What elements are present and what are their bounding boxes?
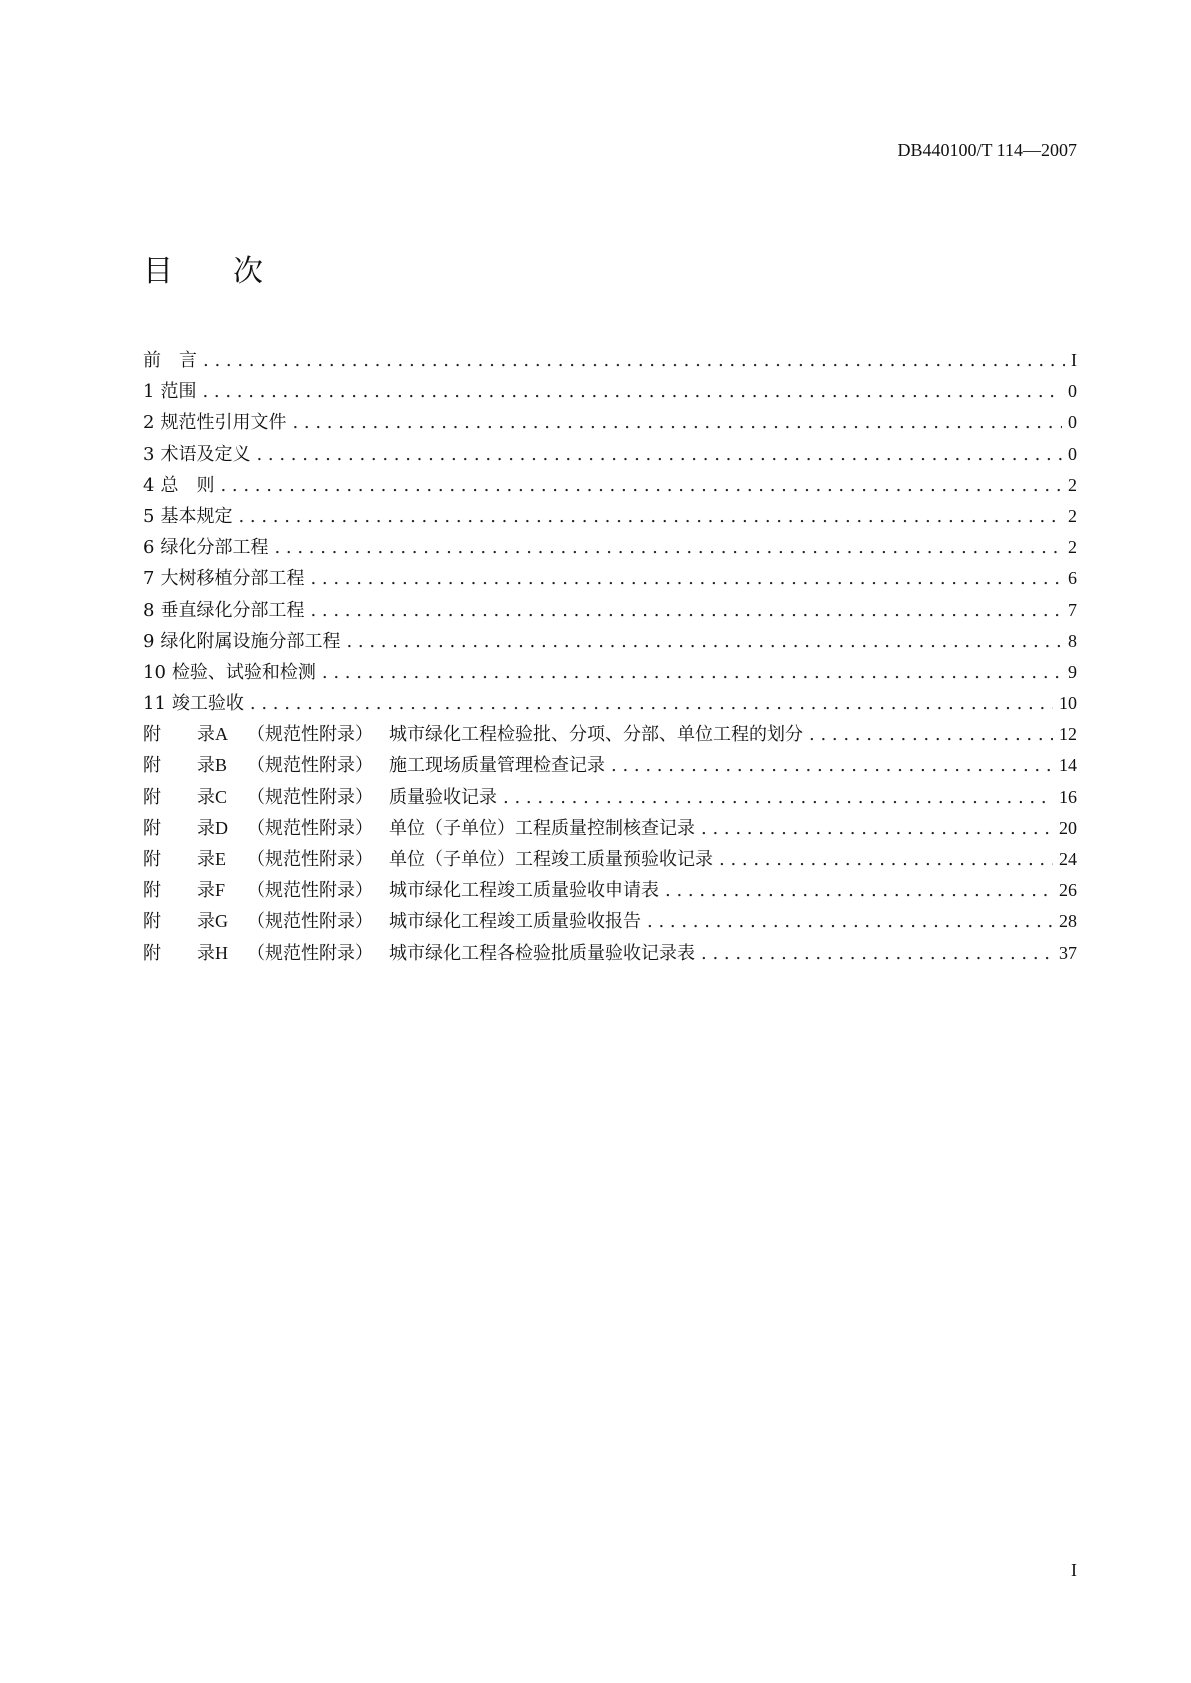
appendix-word: 附 录 xyxy=(143,786,215,808)
dot-leader xyxy=(701,938,1053,969)
appendix-kind: （规范性附录） xyxy=(247,755,373,777)
toc-entry-7[interactable] xyxy=(143,563,1077,594)
toc-entry-1[interactable] xyxy=(143,376,1077,407)
appendix-word: 附 录 xyxy=(143,880,215,902)
appendix-word: 附 录 xyxy=(143,755,215,777)
toc-entry-label: 9 绿化附属设施分部工程 xyxy=(143,630,341,652)
standard-code: DB440100/T 114—2007 xyxy=(897,140,1077,160)
toc-entry-page: 0 xyxy=(1068,412,1077,433)
toc-entry-label: 6 绿化分部工程 xyxy=(143,537,269,559)
dot-leader xyxy=(647,906,1053,937)
toc-title: 目 次 xyxy=(143,254,263,289)
appendix-title: 施工现场质量管理检查记录 xyxy=(389,755,605,777)
dot-leader xyxy=(310,563,1062,594)
appendix-kind: （规范性附录） xyxy=(247,849,373,870)
appendix-kind: （规范性附录） xyxy=(247,817,373,839)
dot-leader xyxy=(220,470,1062,501)
toc-entry-label xyxy=(143,844,713,875)
toc-entry-2[interactable] xyxy=(143,407,1077,438)
appendix-kind: （规范性附录） xyxy=(247,911,373,933)
appendix-kind: （规范性附录） xyxy=(247,724,373,746)
toc-entry-label xyxy=(143,782,497,813)
appendix-word: 附 录 xyxy=(143,724,215,746)
toc-entry-page: 7 xyxy=(1068,599,1077,620)
appendix-letter: B xyxy=(215,755,228,776)
appendix-title: 单位（子单位）工程竣工质量预验收记录 xyxy=(389,849,713,870)
dot-leader xyxy=(274,532,1062,563)
appendix-word: 附 录 xyxy=(143,942,215,964)
toc-entry-page: 16 xyxy=(1059,786,1077,807)
toc-entry-page: 2 xyxy=(1068,474,1077,495)
toc-entry-label: 前 言 xyxy=(143,350,197,371)
toc-entry-page: 9 xyxy=(1068,661,1077,682)
dot-leader xyxy=(665,875,1053,906)
toc-entry-label xyxy=(143,813,695,844)
appendix-word: 附 录 xyxy=(143,911,215,933)
toc-entry-page: 0 xyxy=(1068,381,1077,402)
dot-leader xyxy=(292,407,1062,438)
dot-leader xyxy=(809,719,1053,750)
toc-entry-label xyxy=(143,750,605,781)
toc-entry-page: 0 xyxy=(1068,443,1077,464)
toc-entry-appendix-b[interactable] xyxy=(143,750,1077,781)
toc-entry-appendix-a[interactable] xyxy=(143,719,1077,750)
toc-entry-appendix-f[interactable] xyxy=(143,875,1077,906)
toc-entry-label: 1 范围 xyxy=(143,381,197,403)
toc-entry-page: 24 xyxy=(1059,849,1077,869)
toc-entry-8[interactable] xyxy=(143,595,1077,626)
table-of-contents xyxy=(143,345,1077,969)
appendix-word: 附 录 xyxy=(143,849,215,870)
toc-entry-label: 5 基本规定 xyxy=(143,505,233,527)
appendix-title: 单位（子单位）工程质量控制核查记录 xyxy=(389,817,695,839)
dot-leader xyxy=(238,501,1062,532)
dot-leader xyxy=(310,595,1062,626)
appendix-kind: （规范性附录） xyxy=(247,880,373,902)
toc-entry-label xyxy=(143,906,641,937)
toc-entry-page: I xyxy=(1071,350,1077,370)
dot-leader xyxy=(203,345,1065,376)
appendix-title: 城市绿化工程竣工质量验收报告 xyxy=(389,911,641,933)
dot-leader xyxy=(719,844,1053,875)
toc-entry-5[interactable] xyxy=(143,501,1077,532)
dot-leader xyxy=(701,813,1053,844)
dot-leader xyxy=(322,657,1062,688)
toc-entry-page: 12 xyxy=(1059,724,1077,745)
toc-entry-appendix-g[interactable] xyxy=(143,906,1077,937)
toc-entry-page: 8 xyxy=(1068,630,1077,651)
toc-entry-label: 7 大树移植分部工程 xyxy=(143,568,305,590)
page-number: I xyxy=(1071,1560,1077,1580)
appendix-title: 质量验收记录 xyxy=(389,786,497,808)
appendix-letter: E xyxy=(215,849,226,869)
toc-entry-label: 2 规范性引用文件 xyxy=(143,412,287,434)
toc-entry-page: 2 xyxy=(1068,505,1077,526)
dot-leader xyxy=(503,782,1053,813)
dot-leader xyxy=(346,626,1062,657)
toc-entry-6[interactable] xyxy=(143,532,1077,563)
toc-entry-11[interactable] xyxy=(143,688,1077,719)
toc-entry-label xyxy=(143,938,695,969)
toc-entry-label: 8 垂直绿化分部工程 xyxy=(143,599,305,621)
toc-entry-page: 10 xyxy=(1059,693,1077,714)
toc-entry-page: 14 xyxy=(1059,755,1077,776)
toc-entry-appendix-e[interactable] xyxy=(143,844,1077,875)
appendix-letter: A xyxy=(215,724,228,745)
toc-entry-4[interactable] xyxy=(143,470,1077,501)
appendix-letter: F xyxy=(215,880,226,901)
appendix-letter: C xyxy=(215,786,228,807)
toc-entry-label xyxy=(143,719,803,750)
toc-entry-appendix-d[interactable] xyxy=(143,813,1077,844)
appendix-kind: （规范性附录） xyxy=(247,942,373,964)
toc-entry-appendix-c[interactable] xyxy=(143,782,1077,813)
appendix-word: 附 录 xyxy=(143,817,215,839)
toc-entry-label xyxy=(143,875,659,906)
toc-entry-label: 3 术语及定义 xyxy=(143,443,251,465)
appendix-kind: （规范性附录） xyxy=(247,786,373,808)
toc-entry-page: 20 xyxy=(1059,817,1077,838)
appendix-title: 城市绿化工程检验批、分项、分部、单位工程的划分 xyxy=(389,724,803,746)
toc-entry-foreword[interactable] xyxy=(143,345,1077,376)
toc-entry-page: 2 xyxy=(1068,537,1077,558)
dot-leader xyxy=(611,750,1053,781)
appendix-letter: H xyxy=(215,942,228,963)
toc-entry-page: 28 xyxy=(1059,911,1077,932)
toc-entry-label: 4 总 则 xyxy=(143,474,215,496)
dot-leader xyxy=(250,688,1053,719)
toc-entry-10[interactable] xyxy=(143,657,1077,688)
toc-entry-page: 6 xyxy=(1068,568,1077,589)
appendix-letter: G xyxy=(215,911,228,932)
toc-entry-9[interactable] xyxy=(143,626,1077,657)
toc-entry-label: 10 检验、试验和检测 xyxy=(143,661,316,683)
dot-leader xyxy=(202,376,1062,407)
dot-leader xyxy=(256,439,1062,470)
toc-entry-page: 37 xyxy=(1059,942,1077,963)
toc-entry-page: 26 xyxy=(1059,880,1077,901)
appendix-title: 城市绿化工程各检验批质量验收记录表 xyxy=(389,942,695,964)
toc-entry-3[interactable] xyxy=(143,439,1077,470)
toc-entry-appendix-h[interactable] xyxy=(143,938,1077,969)
toc-entry-label: 11 竣工验收 xyxy=(143,693,244,715)
appendix-title: 城市绿化工程竣工质量验收申请表 xyxy=(389,880,659,902)
appendix-letter: D xyxy=(215,817,228,838)
